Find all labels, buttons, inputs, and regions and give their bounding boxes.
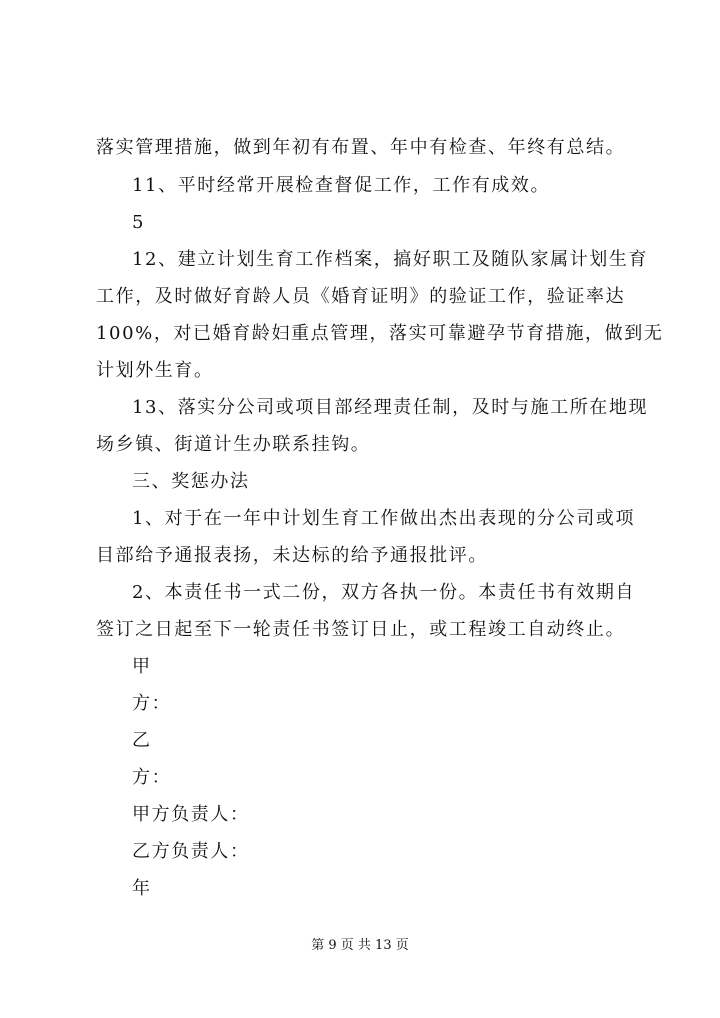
paragraph-line-12: 目部给予通报表扬，未达标的给予通报批评。 bbox=[96, 545, 488, 566]
section-heading: 三、奖惩办法 bbox=[132, 471, 250, 492]
signature-party-b-line-1: 乙 bbox=[132, 730, 152, 751]
paragraph-line-6: 100%，对已婚育龄妇重点管理，落实可靠避孕节育措施，做到无 bbox=[96, 323, 664, 344]
paragraph-line-9: 场乡镇、街道计生办联系挂钩。 bbox=[96, 434, 371, 455]
signature-year: 年 bbox=[132, 878, 152, 899]
paragraph-line-5: 工作，及时做好育龄人员《婚育证明》的验证工作，验证率达 bbox=[96, 286, 626, 307]
page-number-footer: 第 9 页 共 13 页 bbox=[311, 938, 409, 953]
paragraph-line-4: 12、建立计划生育工作档案，搞好职工及随队家属计划生育 bbox=[132, 249, 649, 270]
paragraph-line-8: 13、落实分公司或项目部经理责任制，及时与施工所在地现 bbox=[132, 397, 649, 418]
paragraph-line-2: 11、平时经常开展检查督促工作，工作有成效。 bbox=[132, 175, 551, 196]
paragraph-line-14: 签订之日起至下一轮责任书签订日止，或工程竣工自动终止。 bbox=[96, 619, 626, 640]
signature-party-b-principal: 乙方负责人： bbox=[132, 841, 250, 862]
signature-party-a-line-1: 甲 bbox=[132, 656, 152, 677]
signature-party-a-principal: 甲方负责人： bbox=[132, 804, 250, 825]
paragraph-line-3: 5 bbox=[132, 212, 146, 233]
paragraph-line-1: 落实管理措施，做到年初有布置、年中有检查、年终有总结。 bbox=[96, 137, 626, 158]
paragraph-line-7: 计划外生育。 bbox=[96, 360, 214, 381]
signature-party-b-line-2: 方： bbox=[132, 767, 172, 788]
paragraph-line-11: 1、对于在一年中计划生育工作做出杰出表现的分公司或项 bbox=[132, 508, 636, 529]
paragraph-line-13: 2、本责任书一式二份，双方各执一份。本责任书有效期自 bbox=[132, 582, 636, 603]
signature-party-a-line-2: 方： bbox=[132, 693, 172, 714]
